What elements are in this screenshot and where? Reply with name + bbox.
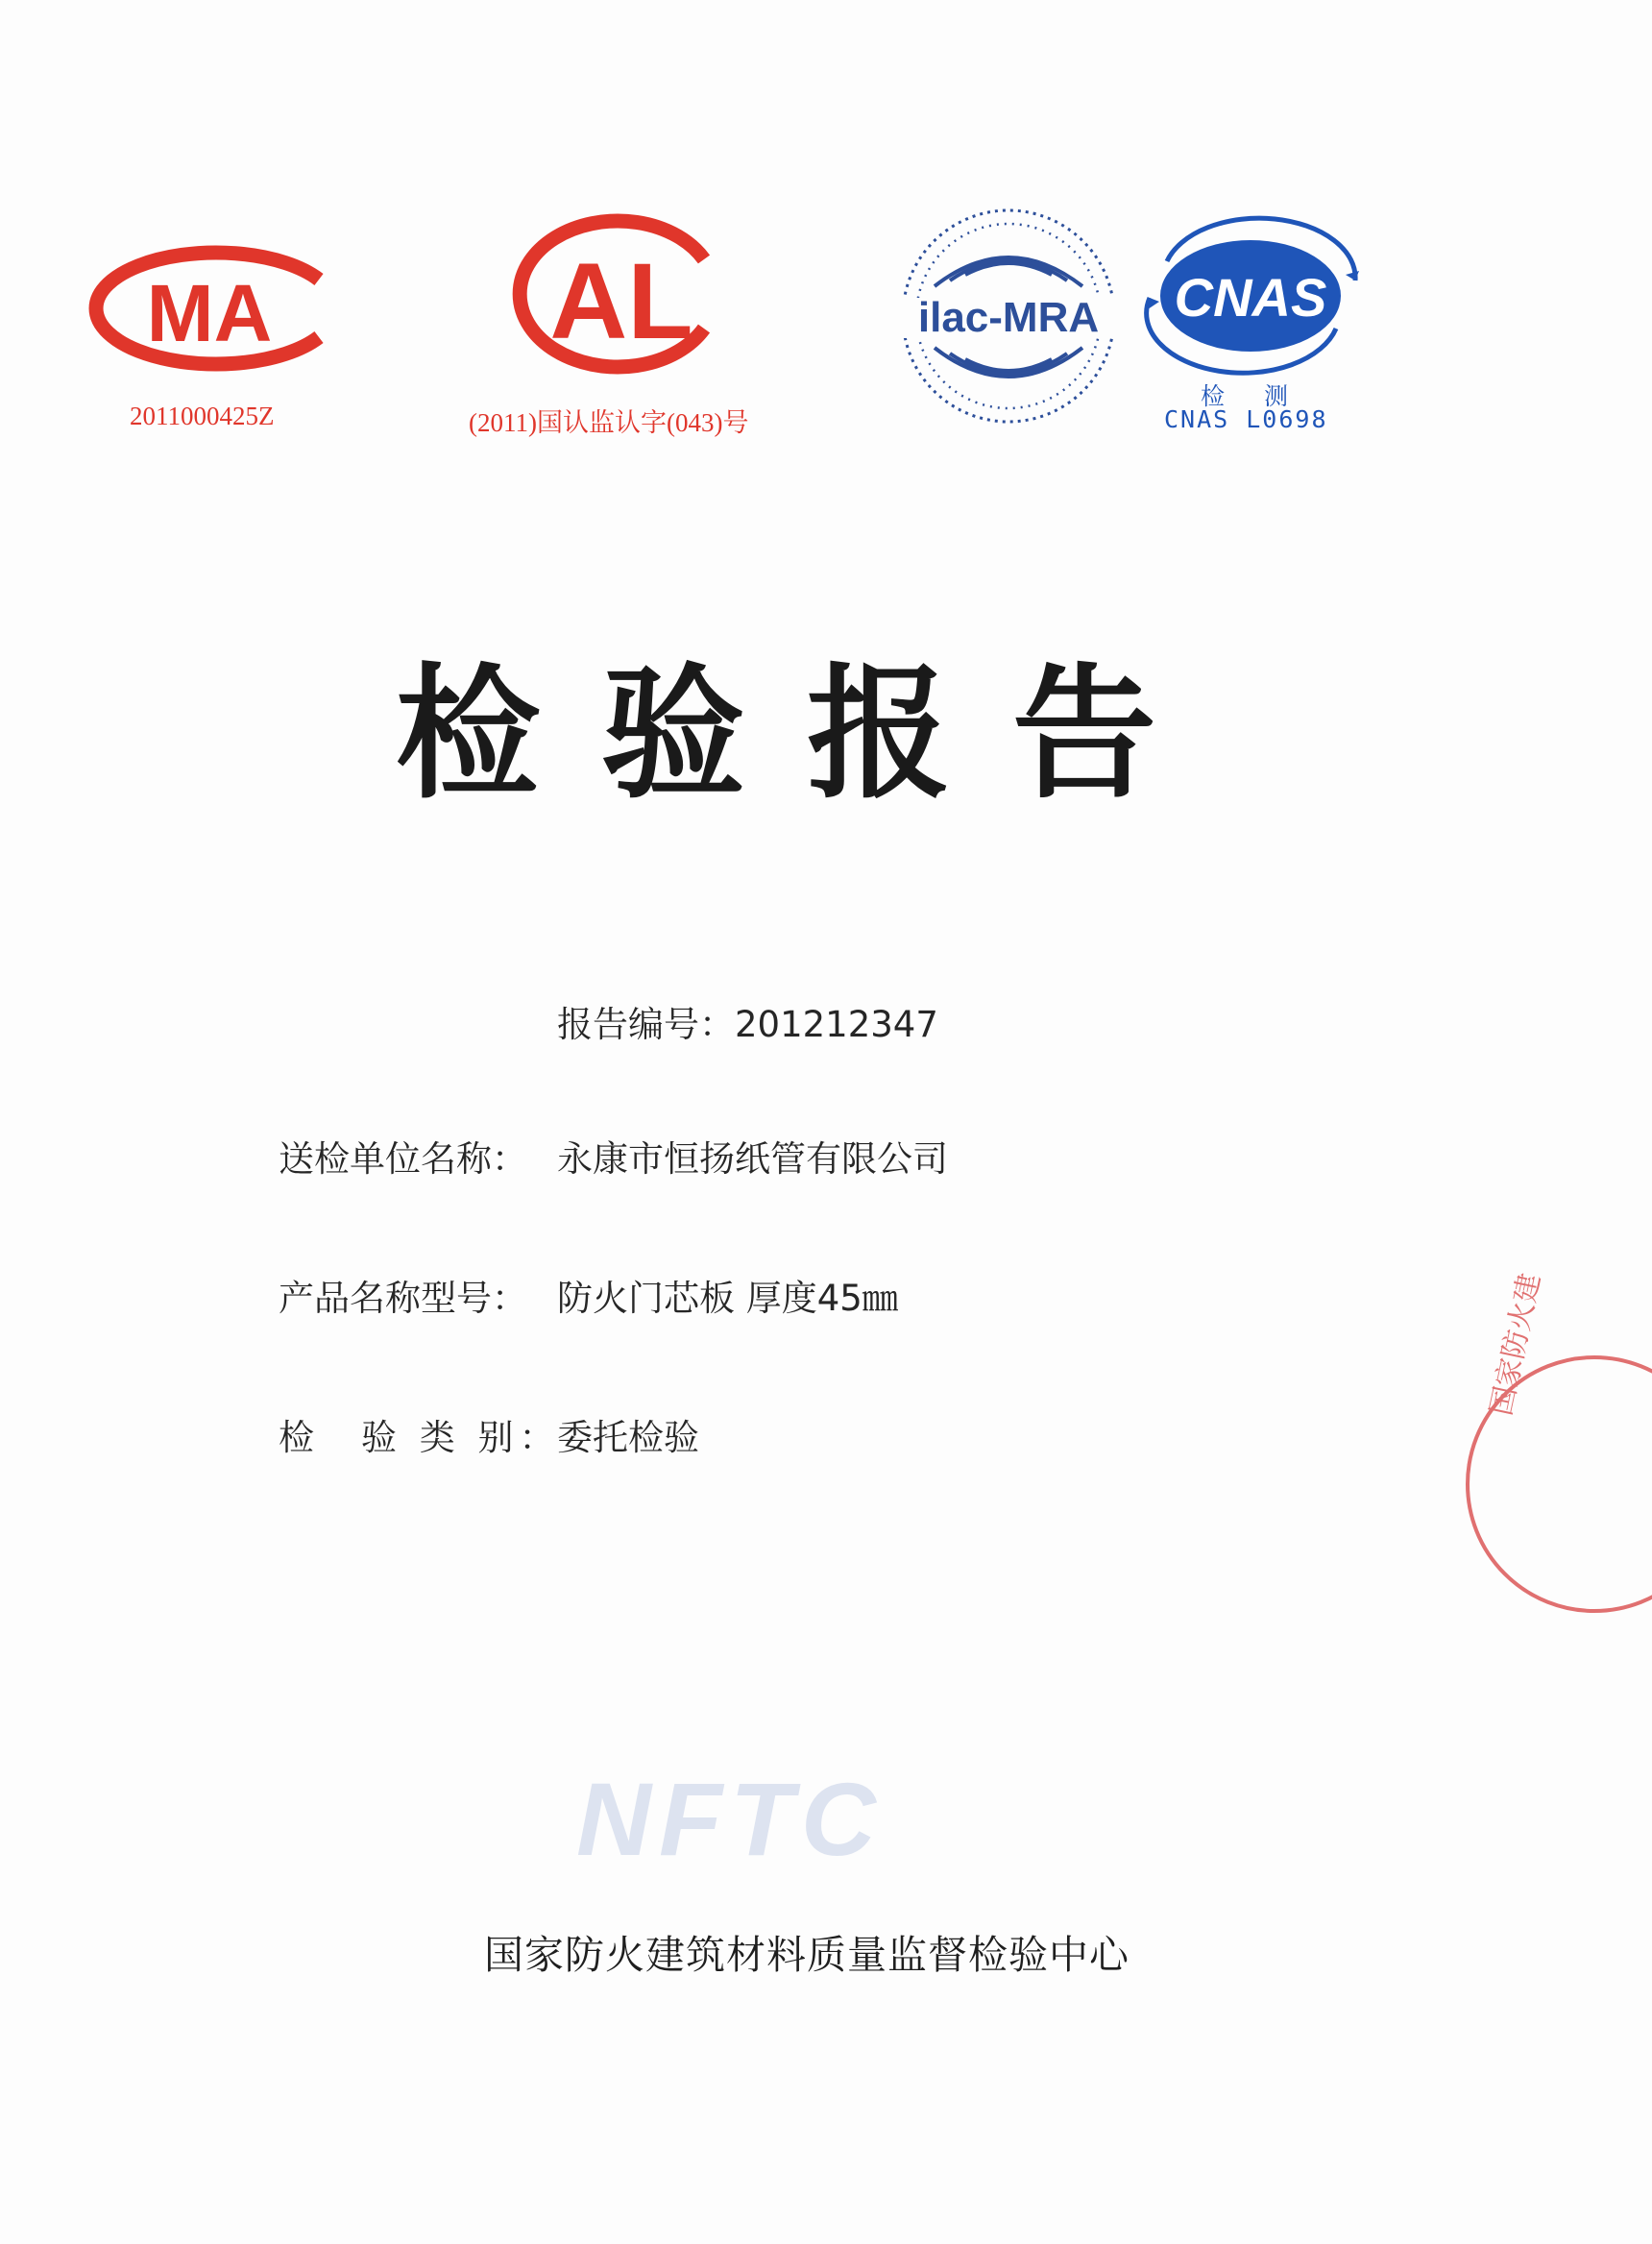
ilac-mark: ilac-MRA: [917, 294, 1100, 341]
cal-seal-icon: [514, 213, 725, 375]
report-number-value: 201212347: [735, 1004, 938, 1045]
cal-mark: AL: [549, 241, 693, 361]
stamp-seal-icon: [1460, 1270, 1652, 1619]
issuing-organization: 国家防火建筑材料质量监督检验中心: [484, 1932, 1130, 1978]
type-label: 检 验 类 别：: [279, 1417, 561, 1458]
cnas-label: 检 测: [1201, 382, 1297, 410]
cma-logo: [96, 245, 346, 370]
page-title: 检验报告: [395, 651, 1218, 818]
product-row: [279, 1278, 898, 1319]
red-stamp: [1460, 1270, 1652, 1619]
cma-code: 2011000425Z: [130, 402, 275, 430]
cal-logo: [514, 213, 725, 375]
product-value: 防火门芯板 厚度45㎜: [557, 1278, 898, 1319]
cal-code: (2011)国认监认字(043)号: [469, 408, 749, 437]
ilac-globe-icon: [896, 204, 1122, 429]
cnas-mark: CNAS: [1174, 267, 1327, 328]
client-row: [279, 1138, 948, 1180]
cma-seal-icon: [96, 245, 346, 370]
nftc-watermark: NFTC: [576, 1761, 884, 1877]
cma-mark: MA: [146, 268, 273, 358]
report-number-label: 报告编号：: [557, 1004, 735, 1045]
cnas-code: CNAS L0698: [1164, 405, 1328, 433]
report-number-row: [557, 1004, 938, 1045]
stamp-text: 国家防火建: [1484, 1270, 1548, 1419]
client-value: 永康市恒扬纸管有限公司: [557, 1138, 948, 1180]
product-label: 产品名称型号：: [279, 1278, 527, 1319]
cnas-logo: [1138, 213, 1361, 372]
type-value: 委托检验: [557, 1417, 699, 1458]
cnas-seal-icon: [1138, 213, 1361, 372]
ilac-mra-logo: [896, 204, 1122, 429]
client-label: 送检单位名称：: [279, 1138, 527, 1180]
type-row: [279, 1417, 699, 1458]
